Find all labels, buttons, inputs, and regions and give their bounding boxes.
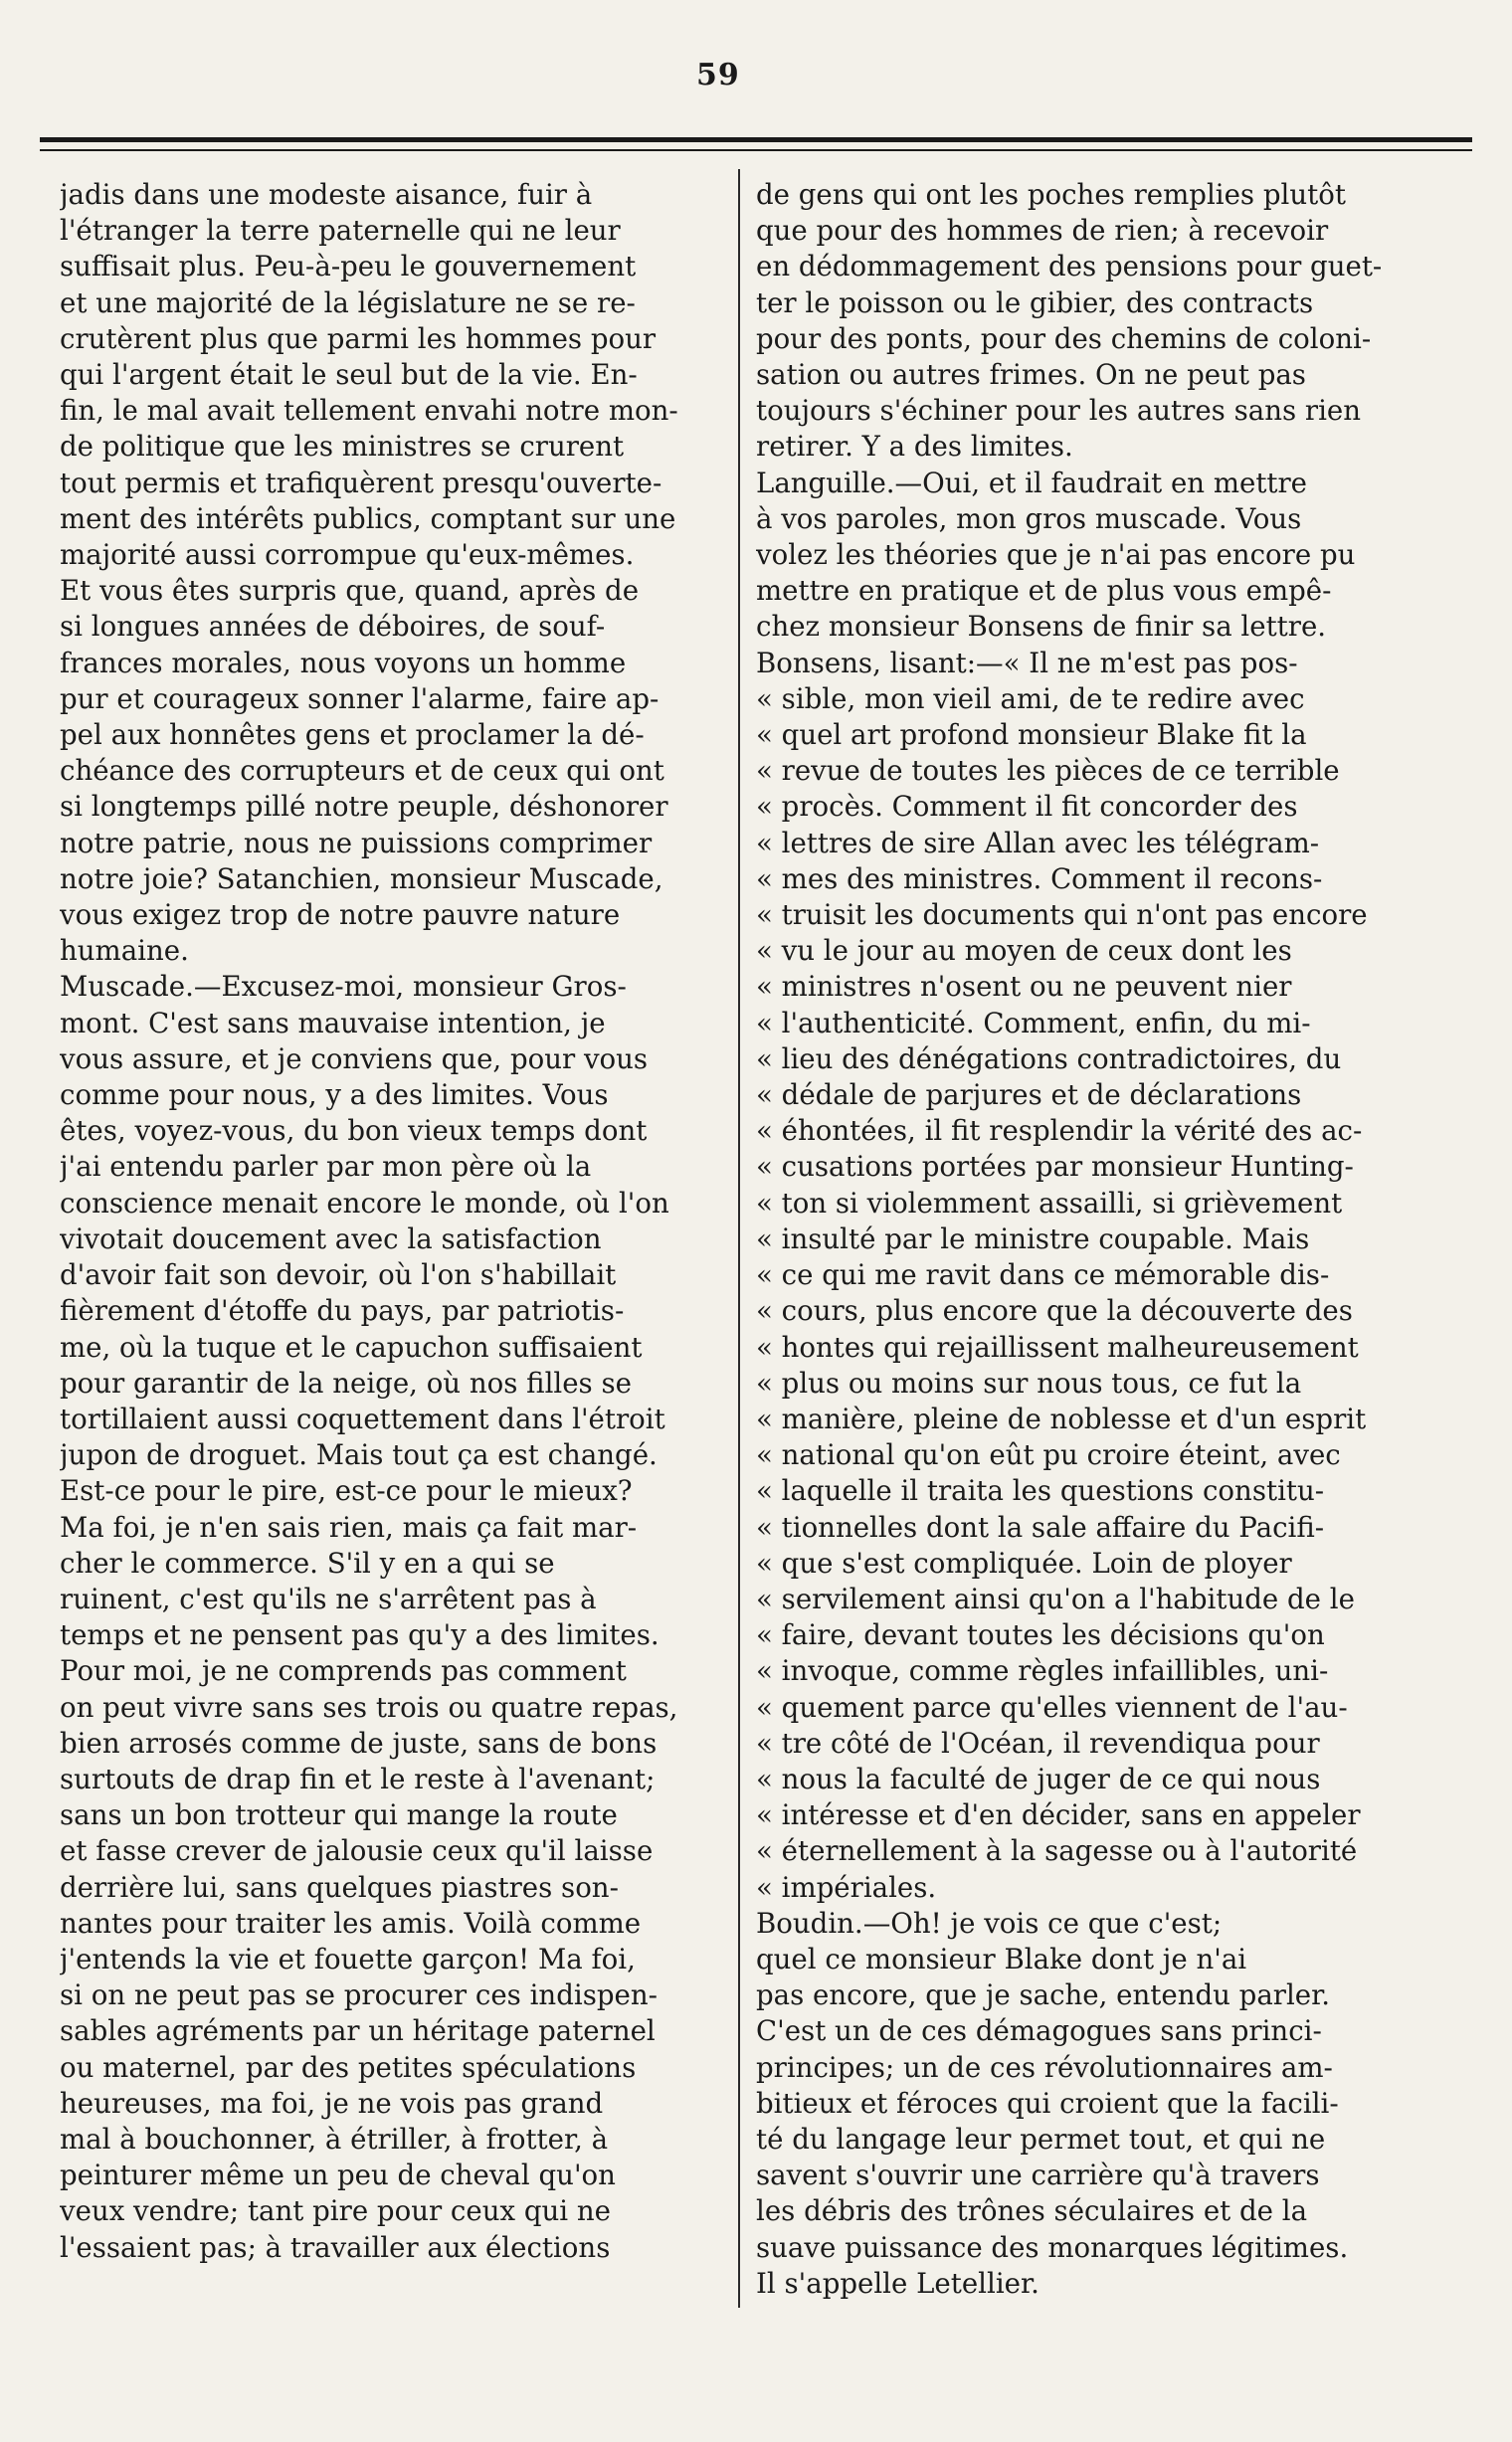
text-line: bien arrosés comme de juste, sans de bons bbox=[60, 1726, 658, 1760]
text-line: ment des intérêts publics, comptant sur une bbox=[60, 501, 676, 535]
text-line: « laquelle il traita les questions constitu- bbox=[756, 1474, 1325, 1508]
text-line: si on ne peut pas se procurer ces indispen- bbox=[60, 1978, 658, 2012]
text-line: Bonsens, lisant:—« Il ne m'est pas pos- bbox=[756, 646, 1298, 679]
text-line: « insulté par le ministre coupable. Mais bbox=[756, 1221, 1310, 1255]
text-line: C'est un de ces démagogues sans princi- bbox=[756, 2014, 1322, 2048]
text-line: à vos paroles, mon gros muscade. Vous bbox=[756, 501, 1302, 535]
text-line: êtes, voyez-vous, du bon vieux temps dont bbox=[60, 1114, 648, 1148]
text-line: « tre côté de l'Océan, il revendiqua pour bbox=[756, 1726, 1320, 1760]
text-line: j'entends la vie et fouette garçon! Ma foi, bbox=[60, 1942, 636, 1975]
text-line: « servilement ainsi qu'on a l'habitude de le bbox=[756, 1582, 1355, 1615]
text-line: pour des ponts, pour des chemins de coloni- bbox=[756, 321, 1372, 355]
text-line: qui l'argent était le seul but de la vie. En- bbox=[60, 358, 638, 392]
text-line: d'avoir fait son devoir, où l'on s'habillait bbox=[60, 1258, 617, 1292]
text-line: mal à bouchonner, à étriller, à frotter, à bbox=[60, 2122, 609, 2156]
text-line: ou maternel, par des petites spéculations bbox=[60, 2050, 637, 2084]
text-line: « sible, mon vieil ami, de te redire avec bbox=[756, 681, 1305, 715]
text-line: de politique que les ministres se crurent bbox=[60, 430, 625, 464]
text-line: jupon de droguet. Mais tout ça est changé. bbox=[60, 1438, 658, 1472]
text-line: vivotait doucement avec la satisfaction bbox=[60, 1221, 602, 1255]
text-line: me, où la tuque et le capuchon suffisaient bbox=[60, 1330, 643, 1364]
text-line: « mes des ministres. Comment il recons- bbox=[756, 861, 1323, 895]
text-line: Languille.—Oui, et il faudrait en mettre bbox=[756, 466, 1308, 499]
text-line: « cours, plus encore que la découverte des bbox=[756, 1294, 1353, 1328]
text-line: comme pour nous, y a des limites. Vous bbox=[60, 1078, 609, 1112]
text-line: sation ou autres frimes. On ne peut pas bbox=[756, 358, 1306, 392]
text-line: vous exigez trop de notre pauvre nature bbox=[60, 898, 621, 932]
text-line: « tionnelles dont la sale affaire du Pacifi- bbox=[756, 1510, 1325, 1544]
text-line: « revue de toutes les pièces de ce terrible bbox=[756, 754, 1340, 788]
text-line: et une majorité de la législature ne se re- bbox=[60, 285, 636, 319]
text-line: fin, le mal avait tellement envahi notre mon- bbox=[60, 394, 678, 428]
text-line: mont. C'est sans mauvaise intention, je bbox=[60, 1006, 606, 1039]
text-line: tortillaient aussi coquettement dans l'étroit bbox=[60, 1402, 665, 1435]
text-line: « ministres n'osent ou ne peuvent nier bbox=[756, 970, 1292, 1004]
text-line: l'étranger la terre paternelle qui ne leur bbox=[60, 214, 621, 248]
left-column bbox=[60, 177, 726, 2266]
text-line: « manière, pleine de noblesse et d'un esprit bbox=[756, 1402, 1367, 1435]
text-line: l'essaient pas; à travailler aux élections bbox=[60, 2230, 611, 2264]
text-line: « impériales. bbox=[756, 1870, 937, 1904]
text-line: et fasse crever de jalousie ceux qu'il laisse bbox=[60, 1834, 654, 1868]
text-line: « l'authenticité. Comment, enfin, du mi- bbox=[756, 1006, 1311, 1039]
text-line: si longues années de déboires, de souf- bbox=[60, 610, 606, 644]
text-line: « dédale de parjures et de déclarations bbox=[756, 1078, 1302, 1112]
text-line: veux vendre; tant pire pour ceux qui ne bbox=[60, 2194, 611, 2228]
text-line: si longtemps pillé notre peuple, déshonorer bbox=[60, 790, 668, 824]
text-line: derrière lui, sans quelques piastres son- bbox=[60, 1870, 619, 1904]
text-line: « ce qui me ravit dans ce mémorable dis- bbox=[756, 1258, 1330, 1292]
text-line: mettre en pratique et de plus vous empê- bbox=[756, 574, 1332, 608]
text-line: conscience menait encore le monde, où l'on bbox=[60, 1186, 669, 1220]
text-line: heureuses, ma foi, je ne vois pas grand bbox=[60, 2086, 604, 2120]
text-line: Pour moi, je ne comprends pas comment bbox=[60, 1654, 627, 1688]
header-rule-thick bbox=[40, 137, 1472, 142]
text-line: nantes pour traiter les amis. Voilà comme bbox=[60, 1906, 642, 1940]
text-line: Ma foi, je n'en sais rien, mais ça fait mar- bbox=[60, 1510, 638, 1544]
text-line: temps et ne pensent pas qu'y a des limites. bbox=[60, 1618, 660, 1652]
text-line: « éternellement à la sagesse ou à l'autorité bbox=[756, 1834, 1358, 1868]
text-line: « cusations portées par monsieur Hunting- bbox=[756, 1150, 1354, 1184]
text-line: j'ai entendu parler par mon père où la bbox=[60, 1150, 592, 1184]
text-line: « quel art profond monsieur Blake fit la bbox=[756, 718, 1307, 752]
text-line: pas encore, que je sache, entendu parler. bbox=[756, 1978, 1331, 2012]
text-line: « faire, devant toutes les décisions qu'on bbox=[756, 1618, 1325, 1652]
text-line: quel ce monsieur Blake dont je n'ai bbox=[756, 1942, 1247, 1975]
text-line: suave puissance des monarques légitimes. bbox=[756, 2230, 1349, 2264]
text-line: sables agréments par un héritage paternel bbox=[60, 2014, 656, 2048]
text-line: ter le poisson ou le gibier, des contracts bbox=[756, 285, 1314, 319]
text-line: les débris des trônes séculaires et de la bbox=[756, 2194, 1308, 2228]
text-line: volez les théories que je n'ai pas encore pu bbox=[756, 538, 1356, 572]
text-line: sans un bon trotteur qui mange la route bbox=[60, 1798, 618, 1832]
text-line: « intéresse et d'en décider, sans en appeler bbox=[756, 1798, 1361, 1832]
text-line: jadis dans une modeste aisance, fuir à bbox=[60, 178, 593, 211]
column-divider bbox=[738, 169, 740, 2308]
text-line: Et vous êtes surpris que, quand, après de bbox=[60, 574, 640, 608]
right-column bbox=[756, 177, 1422, 2302]
text-line: principes; un de ces révolutionnaires am- bbox=[756, 2050, 1333, 2084]
text-line: Boudin.—Oh! je vois ce que c'est; bbox=[756, 1906, 1223, 1940]
text-line: suffisait plus. Peu-à-peu le gouvernement bbox=[60, 250, 637, 283]
text-line: « éhontées, il fit resplendir la vérité des ac- bbox=[756, 1114, 1363, 1148]
text-line: vous assure, et je conviens que, pour vous bbox=[60, 1041, 649, 1075]
text-line: « plus ou moins sur nous tous, ce fut la bbox=[756, 1366, 1302, 1400]
text-line: « lettres de sire Allan avec les télégram- bbox=[756, 826, 1320, 859]
text-line: té du langage leur permet tout, et qui ne bbox=[756, 2122, 1326, 2156]
text-line: « quement parce qu'elles viennent de l'au- bbox=[756, 1690, 1348, 1724]
text-line: « lieu des dénégations contradictoires, du bbox=[756, 1041, 1342, 1075]
text-line: chéance des corrupteurs et de ceux qui ont bbox=[60, 754, 664, 788]
text-line: de gens qui ont les poches remplies plutôt bbox=[756, 178, 1346, 211]
text-line: Muscade.—Excusez-moi, monsieur Gros- bbox=[60, 970, 627, 1004]
text-line: « truisit les documents qui n'ont pas encore bbox=[756, 898, 1368, 932]
text-line: « ton si violemment assailli, si grièvement bbox=[756, 1186, 1343, 1220]
text-line: « que s'est compliquée. Loin de ployer bbox=[756, 1546, 1292, 1580]
text-line: on peut vivre sans ses trois ou quatre repas, bbox=[60, 1690, 678, 1724]
text-line: peinturer même un peu de cheval qu'on bbox=[60, 2159, 616, 2192]
text-line: retirer. Y a des limites. bbox=[756, 430, 1073, 464]
text-line: « national qu'on eût pu croire éteint, avec bbox=[756, 1438, 1341, 1472]
text-line: notre joie? Satanchien, monsieur Muscade, bbox=[60, 861, 663, 895]
text-line: pel aux honnêtes gens et proclamer la dé- bbox=[60, 718, 645, 752]
text-line: cher le commerce. S'il y en a qui se bbox=[60, 1546, 555, 1580]
text-line: majorité aussi corrompue qu'eux-mêmes. bbox=[60, 538, 635, 572]
text-line: pour garantir de la neige, où nos filles se bbox=[60, 1366, 632, 1400]
page-number: 59 bbox=[696, 58, 740, 93]
text-line: chez monsieur Bonsens de finir sa lettre. bbox=[756, 610, 1327, 644]
text-line: crutèrent plus que parmi les hommes pour bbox=[60, 321, 657, 355]
text-line: ruinent, c'est qu'ils ne s'arrêtent pas à bbox=[60, 1582, 597, 1615]
text-line: « nous la faculté de juger de ce qui nous bbox=[756, 1762, 1321, 1795]
text-line: bitieux et féroces qui croient que la facili- bbox=[756, 2086, 1339, 2120]
text-line: notre patrie, nous ne puissions comprimer bbox=[60, 826, 653, 859]
text-line: en dédommagement des pensions pour guet- bbox=[756, 250, 1383, 283]
text-line: « hontes qui rejaillissent malheureusement bbox=[756, 1330, 1359, 1364]
text-line: fièrement d'étoffe du pays, par patriotis- bbox=[60, 1294, 625, 1328]
text-line: « procès. Comment il fit concorder des bbox=[756, 790, 1298, 824]
text-line: savent s'ouvrir une carrière qu'à travers bbox=[756, 2159, 1320, 2192]
text-line: frances morales, nous voyons un homme bbox=[60, 646, 627, 679]
text-line: Il s'appelle Letellier. bbox=[756, 2266, 1040, 2300]
text-line: toujours s'échiner pour les autres sans rien bbox=[756, 394, 1362, 428]
text-line: « vu le jour au moyen de ceux dont les bbox=[756, 934, 1292, 968]
text-line: que pour des hommes de rien; à recevoir bbox=[756, 214, 1329, 248]
header-rule-thin bbox=[40, 149, 1472, 151]
text-line: tout permis et trafiquèrent presqu'ouverte- bbox=[60, 466, 662, 499]
text-line: humaine. bbox=[60, 934, 189, 968]
text-line: Est-ce pour le pire, est-ce pour le mieux? bbox=[60, 1474, 633, 1508]
text-line: pur et courageux sonner l'alarme, faire ap- bbox=[60, 681, 660, 715]
text-line: surtouts de drap fin et le reste à l'avenant; bbox=[60, 1762, 656, 1795]
text-line: « invoque, comme règles infaillibles, uni- bbox=[756, 1654, 1329, 1688]
